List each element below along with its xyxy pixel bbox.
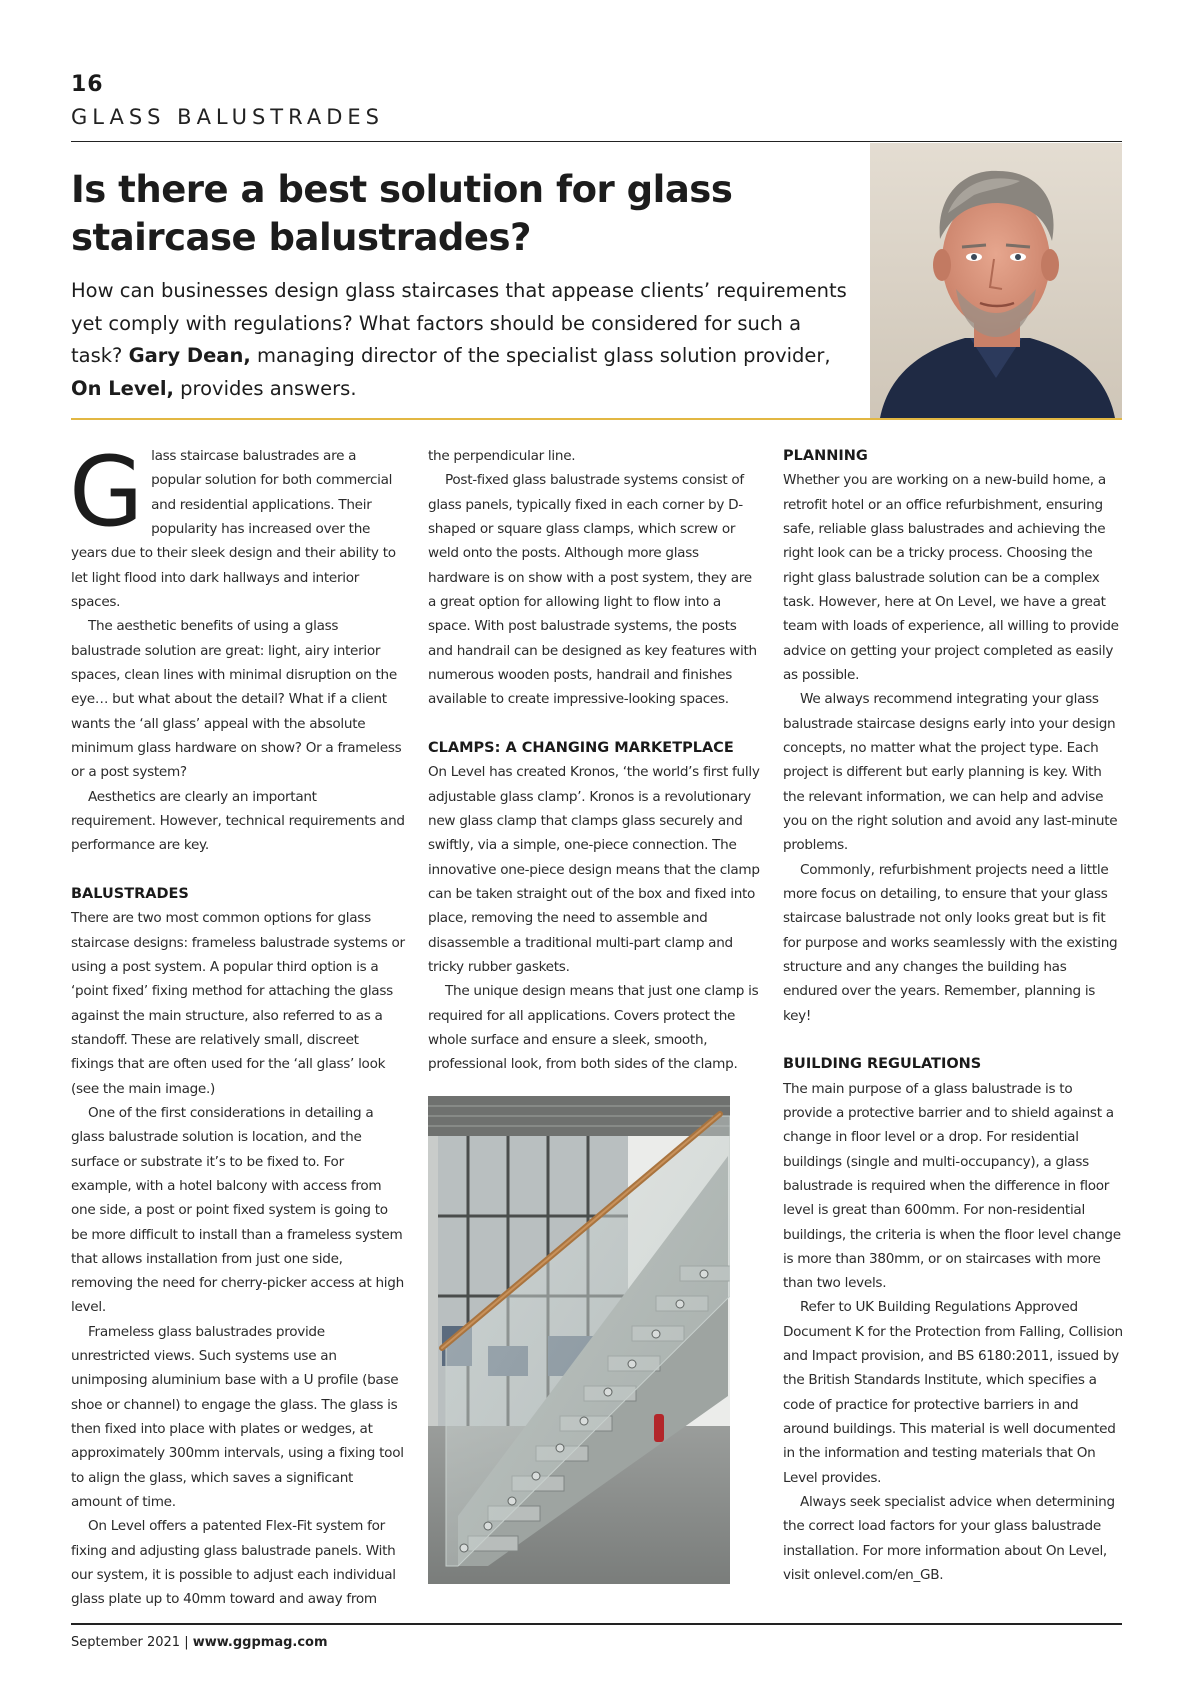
paragraph: The unique design means that just one clamp is required for all applications. Covers protect the whole surface and ensure a sleek, smooth, professional look, from both sides of the clamp. — [428, 983, 759, 1073]
author-portrait-photo — [870, 143, 1122, 418]
standfirst-company: On Level, — [71, 376, 174, 400]
section-label: GLASS BALUSTRADES — [71, 105, 384, 129]
section-heading-clamps: CLAMPS: A CHANGING MARKETPLACE — [428, 739, 734, 756]
paragraph: Refer to UK Building Regulations Approved Document K for the Protection from Falling, Collision and Impact provision, and BS 6180:2011, issued by the British Standards Institute, which specifies a code of practice for protective barriers in and around buildings. This material is well documented in the information and testing materials that On Level provides. — [783, 1299, 1123, 1486]
header-divider — [71, 141, 1122, 142]
glass-staircase-photo — [428, 1096, 730, 1584]
page-number: 16 — [71, 72, 104, 97]
paragraph: There are two most common options for glass staircase designs: frameless balustrade systems or using a post system. A popular third option is a ‘point fixed’ fixing method for attaching the glass against the main structure, also referred to as a standoff. These are relatively small, discreet fixings that are often used for the ‘all glass’ look (see the main image.) — [71, 910, 405, 1097]
drop-cap: G — [69, 436, 144, 548]
paragraph: Frameless glass balustrades provide unrestricted views. Such systems use an unimposing aluminium base with a U profile (base shoe or channel) to engage the glass. The glass is then fixed into place with plates or wedges, at approximately 300mm intervals, using a fixing tool to align the glass, which saves a significant amount of time. — [71, 1323, 404, 1511]
paragraph: Whether you are working on a new-build home, a retrofit hotel or an office refurbishment, ensuring safe, reliable glass balustrades and achieving the right look can be a tricky process. Choosing the right glass balustrade solution can be a complex task. However, here at On Level, we have a great team with loads of experience, all willing to provide advice on getting your project completed as easily as possible. — [783, 472, 1119, 683]
paragraph: We always recommend integrating your glass balustrade staircase designs early into your design concepts, no matter what the project type. Each project is different but early planning is key. With the relevant information, we can help and advise you on the right solution and avoid any last-minute problems. — [783, 691, 1118, 854]
paragraph: The main purpose of a glass balustrade is to provide a protective barrier and to shield against a change in floor level or a drop. For residential buildings (single and multi-occupancy), a glass balustrade is required when the difference in floor level is great than 600mm. For non-residential buildings, the criteria is when the floor level change is more than 380mm, or on staircases with more than two levels. — [783, 1080, 1121, 1292]
standfirst-text: managing director of the specialist glass solution provider, — [250, 344, 831, 367]
standfirst-text: How can businesses design glass staircases that appease clients’ requirements yet comply with regulations? What factors should be considered for such a task? — [71, 279, 847, 367]
paragraph: Post-fixed glass balustrade systems consist of glass panels, typically fixed in each corner by D-shaped or square glass clamps, which screw or weld onto the posts. Although more glass hardware is on show with a post system, they are a great option for allowing light to flow into a space. With post balustrade systems, the posts and handrail can be designed as key features with numerous wooden posts, handrail and finishes available to create impressive-looking spaces. — [428, 472, 757, 708]
staircase-image — [428, 1096, 730, 1584]
paragraph: One of the first considerations in detailing a glass balustrade solution is location, and the surface or substrate it’s to be fixed to. For example, with a hotel balcony with access from one side, a post or point fixed system is going to be more difficult to install than a frameless system that allows installation from just one side, removing the need for cherry-picker access at high level. — [71, 1104, 404, 1316]
author-portrait-image — [870, 143, 1122, 418]
paragraph-text: lass staircase balustrades are a popular solution for both commercial and residential applications. Their popularity has increased over the years due to their sleek design and their ability to let light flood into dark hallways and interior spaces. — [71, 448, 396, 610]
footer-website-link[interactable]: www.ggpmag.com — [192, 1635, 328, 1650]
standfirst-text: provides answers. — [173, 376, 357, 400]
article-title: Is there a best solution for glass staircase balustrades? — [71, 168, 733, 259]
standfirst-author: Gary Dean, — [128, 344, 251, 367]
paragraph: On Level has created Kronos, ‘the world’s first fully adjustable glass clamp’. Kronos is a revolutionary new glass clamp that clamps glass securely and swiftly, via a simple, one-piece connection. The innovative one-piece design means that the clamp can be taken straight out of the box and fixed into place, removing the need to assemble and disassemble a traditional multi-part clamp and tricky rubber gaskets. — [428, 764, 760, 975]
article-column-2 — [428, 444, 762, 1077]
article-column-1 — [69, 436, 405, 1612]
section-heading-balustrades: BALUSTRADES — [71, 885, 189, 902]
section-heading-planning: PLANNING — [783, 448, 868, 464]
paragraph: On Level offers a patented Flex-Fit system for fixing and adjusting glass balustrade panels. With our system, it is possible to adjust each individual glass plate up to 40mm toward and away from — [71, 1518, 396, 1608]
paragraph: Always seek specialist advice when determining the correct load factors for your glass balustrade installation. For more information about On Level, visit onlevel.com/en_GB. — [783, 1494, 1115, 1584]
page-footer — [71, 1634, 328, 1652]
paragraph: Aesthetics are clearly an important requirement. However, technical requirements and performance are key. — [71, 788, 405, 854]
footer-date: September 2021 | — [71, 1635, 193, 1650]
standfirst-divider — [71, 418, 1122, 420]
section-heading-building-regulations: BUILDING REGULATIONS — [783, 1056, 982, 1073]
paragraph: The aesthetic benefits of using a glass balustrade solution are great: light, airy interior spaces, clean lines with minimal disruption on the eye… but what about the detail? What if a client wants the ‘all glass’ appeal with the absolute minimum glass hardware on show? Or a frameless or a post system? — [71, 618, 402, 781]
intro-paragraph — [69, 436, 405, 614]
footer-divider — [71, 1623, 1122, 1625]
article-column-3 — [783, 444, 1123, 1587]
paragraph: Commonly, refurbishment projects need a little more focus on detailing, to ensure that your glass staircase balustrade not only looks great but is fit for purpose and works seamlessly with the existing structure and any changes the building has endured over the years. Remember, planning is key! — [783, 861, 1118, 1024]
standfirst — [71, 275, 856, 405]
paragraph: the perpendicular line. — [428, 448, 576, 464]
